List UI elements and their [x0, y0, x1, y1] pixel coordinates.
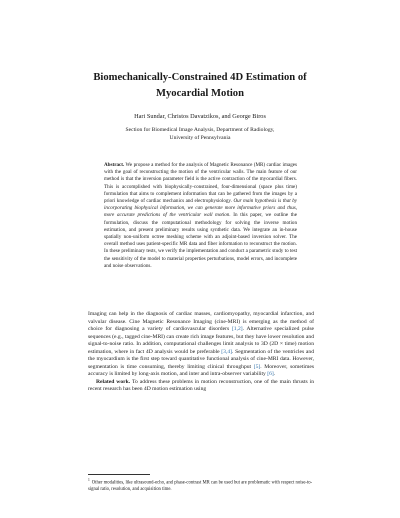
abstract-text-2: In this paper, we outline the formulation, discuss the computational methodology for solving the inverse motion estimation, and present preliminary results using synthetic data. We integrate an in-house spatially non-uniform octree meshing scheme with an adjoint-based inversion solver. The overall method uses patient-specific MR data and fiber information to reconstruct the motion. In these preliminary tests, we verify the implementation and conduct a parametric study to test the sensitivity of the model to material properties perturbations, model errors, and incomplete and noise observations. [104, 212, 297, 269]
footnote [88, 477, 314, 494]
intro-paragraph-2 [88, 379, 314, 394]
intro-text-d: . Moreover, sometimes accuracy is limited by long-axis motion, and inter and intra-observer variability [88, 363, 314, 378]
affiliation-line-2: University of Pennsylvania [169, 134, 231, 141]
intro-text-a: Imaging can help in the diagnosis of cardiac masses, cardiomyopathy, myocardial infarction, and valvular disease. Cine Magnetic Resonance Imaging (cine-MRI) is emerging as the method of choice for diagnosing a variety of cardiovascular disorders [88, 311, 314, 333]
intro-text-e: . [273, 371, 276, 378]
footnote-divider [88, 474, 150, 475]
abstract [104, 162, 297, 270]
related-work-text: To address these problems in motion reconstruction, one of the main thrusts in recent research has been 4D motion estimation using [88, 378, 314, 393]
intro-paragraph-1 [88, 311, 314, 379]
paper-title [60, 70, 340, 102]
abstract-hypothesis: Our main hypothesis is that by incorporating biophysical information, we can generate more informative priors and thus, more accurate predictions of the ventricular wall motion. [104, 198, 298, 219]
related-work-heading: Related work. [96, 378, 131, 385]
footnote-mark: 1 [88, 478, 90, 482]
abstract-label: Abstract. [104, 162, 125, 168]
title-line-1: Biomechanically-Constrained 4D Estimation of [93, 72, 307, 83]
introduction-body [88, 311, 314, 394]
citation-link[interactable]: [6] [267, 371, 274, 378]
affiliation-line-1: Section for Biomedical Image Analysis, Department of Radiology, [125, 127, 275, 133]
author-list: Hari Sundar, Christos Davatzikos, and George Biros [134, 113, 266, 120]
intro-text-c: . Segmentation of the ventricles and the myocardium is the first step toward quantitative functional analysis of cine-MRI data. However, segmentation is time consuming, thereby limiting clinical throughput [88, 348, 314, 370]
abstract-text-1: We propose a method for the analysis of Magnetic Resonance (MR) cardiac images with the goal of reconstructing the motion of the ventricular walls. The main feature of our method is that the inversion parameter field is the active contraction of the myocardial fibers. This is accomplished with biophysically-constrained, four-dimensional (space plus time) formulation that aims to complement information that can be gathered from the images by a priori knowledge of cardiac mechanics and electrophysiology. [104, 162, 297, 205]
citation-link[interactable]: [1,2] [231, 326, 243, 333]
intro-text-b: . Alternative specialized pulse sequences (e.g., tagged cine-MRI) can create rich image features, but they have lower resolution and signal-to-noise ratio. In addition, computational challenges limit analysis to 3D (2D × time) motion estimation, where in fact 4D analysis would be preferable [88, 326, 314, 355]
title-line-2: Myocardial Motion [156, 88, 244, 99]
citation-link[interactable]: [3,4] [221, 348, 232, 355]
citation-link[interactable]: [5] [253, 363, 261, 370]
footnote-text: Other modalities, like ultrasound-echo, and phase-contrast MR can be used but are problematic with respect noise-to-signal ratio, resolution, and acquisition time. [88, 480, 313, 493]
affiliation [80, 127, 320, 142]
